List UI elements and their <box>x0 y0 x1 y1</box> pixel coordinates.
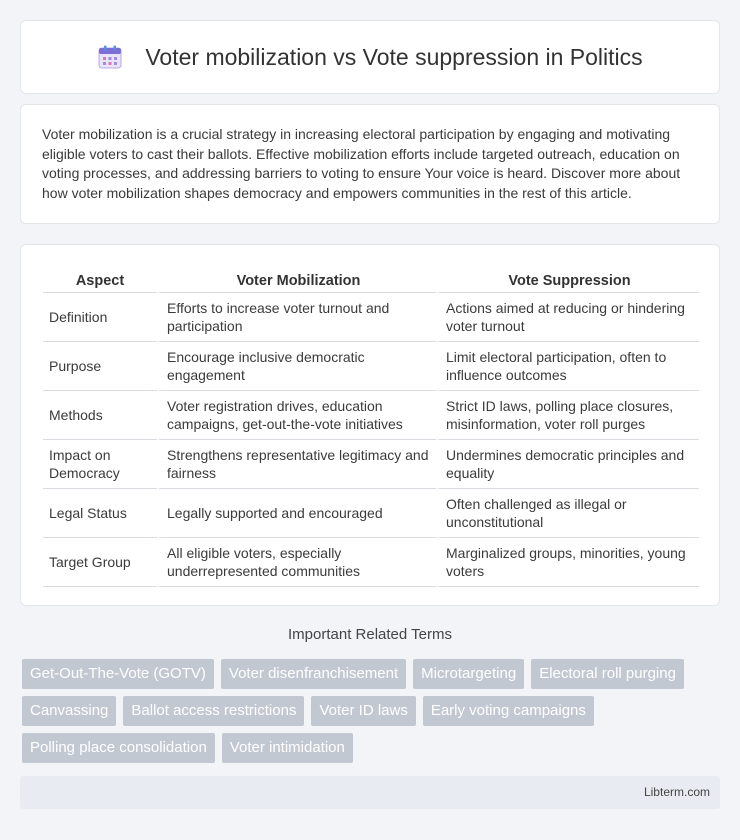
intro-card <box>20 104 720 224</box>
tag-row <box>22 696 722 726</box>
related-term-tag[interactable]: Voter intimidation <box>222 733 353 763</box>
cell-suppression: Limit electoral participation, often to influence outcomes <box>436 342 699 391</box>
cell-mobilization: Voter registration drives, education campaigns, get-out-the-vote initiatives <box>157 391 436 440</box>
cell-suppression: Strict ID laws, polling place closures, misinformation, voter roll purges <box>436 391 699 440</box>
footer <box>20 776 720 809</box>
table-row <box>43 293 699 342</box>
calendar-icon <box>97 44 123 70</box>
page-title: Voter mobilization vs Vote suppression in Politics <box>145 43 643 70</box>
table-row <box>43 538 699 587</box>
tag-row <box>22 733 722 763</box>
cell-mobilization: Legally supported and encouraged <box>157 489 436 538</box>
cell-suppression: Actions aimed at reducing or hindering voter turnout <box>436 293 699 342</box>
cell-mobilization: Strengthens representative legitimacy and fairness <box>157 440 436 489</box>
table-row <box>43 489 699 538</box>
related-term-tag[interactable]: Microtargeting <box>413 659 524 689</box>
related-term-tag[interactable]: Ballot access restrictions <box>123 696 304 726</box>
footer-site-link[interactable]: Libterm.com <box>643 785 710 799</box>
related-term-tag[interactable]: Voter disenfranchisement <box>221 659 406 689</box>
table-header-row <box>43 267 699 293</box>
cell-suppression: Marginalized groups, minorities, young voters <box>436 538 699 587</box>
related-term-tag[interactable]: Voter ID laws <box>311 696 415 726</box>
comparison-card <box>20 244 720 606</box>
related-terms-heading: Important Related Terms <box>288 626 452 643</box>
header-voter-mobilization: Voter Mobilization <box>157 267 436 293</box>
table-row <box>43 391 699 440</box>
intro-paragraph: Voter mobilization is a crucial strategy in increasing electoral participation by engaging and motivating eligible voters to cast their ballots. Effective mobilization efforts include targeted outreach, education on voting processes, and addressing barriers to voting to ensure Your voice is heard. Discover more about how voter mobilization shapes democracy and empowers communities in the rest of this article. <box>42 126 681 201</box>
header-card <box>20 20 720 94</box>
cell-mobilization: Efforts to increase voter turnout and participation <box>157 293 436 342</box>
table-row <box>43 440 699 489</box>
tag-row <box>22 659 722 689</box>
cell-aspect: Methods <box>43 391 157 440</box>
cell-mobilization: All eligible voters, especially underrepresented communities <box>157 538 436 587</box>
cell-suppression: Often challenged as illegal or unconstitutional <box>436 489 699 538</box>
cell-aspect: Definition <box>43 293 157 342</box>
cell-aspect: Impact on Democracy <box>43 440 157 489</box>
related-term-tag[interactable]: Early voting campaigns <box>423 696 594 726</box>
related-term-tag[interactable]: Get-Out-The-Vote (GOTV) <box>22 659 214 689</box>
header-aspect: Aspect <box>43 267 157 293</box>
table-row <box>43 342 699 391</box>
cell-aspect: Legal Status <box>43 489 157 538</box>
cell-aspect: Purpose <box>43 342 157 391</box>
comparison-table <box>43 267 699 587</box>
cell-aspect: Target Group <box>43 538 157 587</box>
related-term-tag[interactable]: Canvassing <box>22 696 116 726</box>
header-vote-suppression: Vote Suppression <box>436 267 699 293</box>
title-wrap <box>97 44 642 71</box>
cell-suppression: Undermines democratic principles and equality <box>436 440 699 489</box>
related-terms-list <box>22 659 722 770</box>
related-term-tag[interactable]: Electoral roll purging <box>531 659 684 689</box>
cell-mobilization: Encourage inclusive democratic engagement <box>157 342 436 391</box>
related-term-tag[interactable]: Polling place consolidation <box>22 733 215 763</box>
